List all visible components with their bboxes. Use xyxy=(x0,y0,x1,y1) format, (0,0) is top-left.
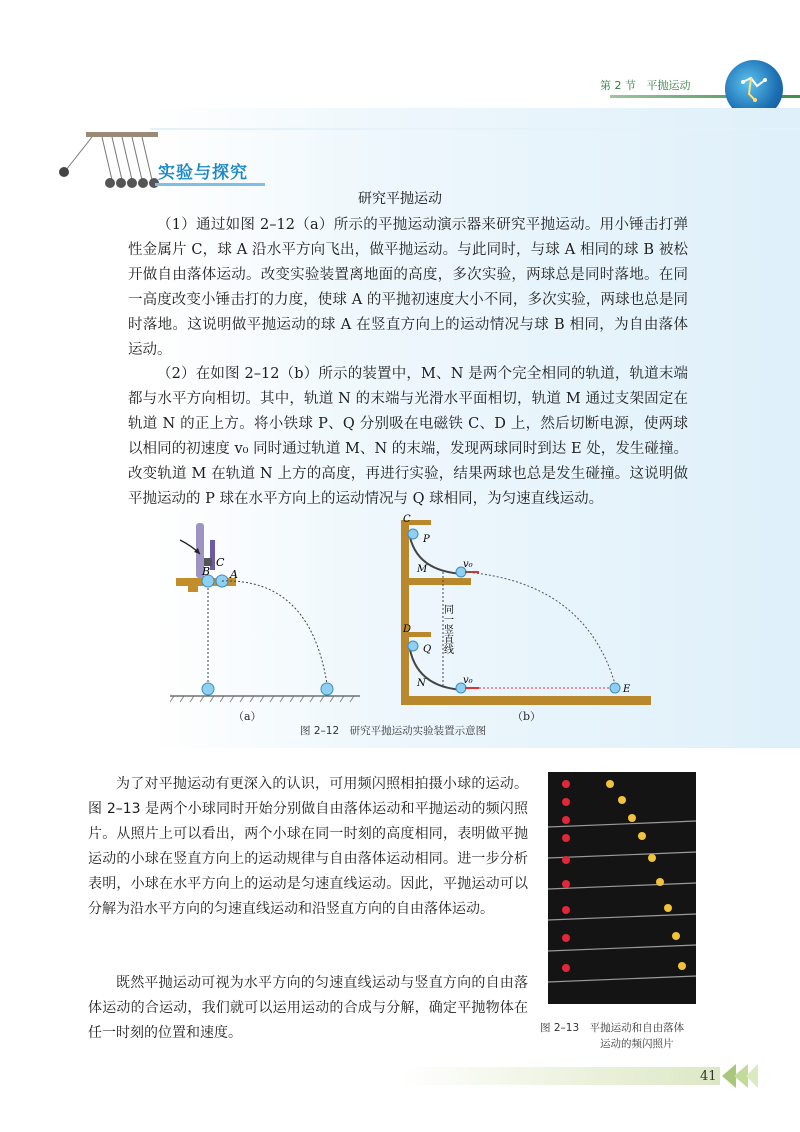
header-section: 第 2 节 xyxy=(600,79,636,92)
explore-underline xyxy=(155,183,265,186)
strobe-photo xyxy=(548,772,696,1004)
label-vertical-line: 同一竖直线 xyxy=(441,604,453,654)
vertical-post xyxy=(401,520,412,704)
label-c: C xyxy=(216,556,225,569)
running-header xyxy=(600,77,691,93)
label-a: A xyxy=(230,568,238,581)
footer-arrows-icon xyxy=(718,1062,758,1090)
label-c: C xyxy=(403,514,411,525)
projectile-path-p xyxy=(465,572,615,684)
projectile-path xyxy=(222,581,327,684)
label-v0-bottom: v₀ xyxy=(463,675,473,686)
label-b: B xyxy=(202,565,211,578)
figure-2-12-caption: 图 2–12 研究平抛运动实验装置示意图 xyxy=(300,725,487,737)
figure-2-13-caption xyxy=(540,1020,740,1052)
newtons-cradle-icon xyxy=(52,130,162,192)
constellation-icon xyxy=(739,74,769,104)
collision-point-e xyxy=(610,683,620,693)
label-m: M xyxy=(417,564,428,575)
figure-label-a: （a） xyxy=(233,710,262,723)
label-q: Q xyxy=(423,644,432,655)
paragraph-3: 为了对平抛运动有更深入的认识，可用频闪照相拍摄小球的运动。图 2–13 是两个小球同时开始分别做自由落体运动和平抛运动的频闪照片。从照片上可以看出，两个小球在同一时刻的高度相同，表明做平抛运动的小球在竖直方向上的运动规律与自由落体运动相同。进一步分析表明，小球在水平方向上的运动是匀速直线运动。因此，平抛运动可以分解为沿水平方向的匀速直线运动和沿竖直方向的自由落体运动。 xyxy=(88,776,528,917)
footer-bar xyxy=(400,1067,720,1085)
label-d: D xyxy=(403,624,412,635)
figure-label-b: （b） xyxy=(512,710,542,723)
figure-2-13-caption-line2: 运动的频闪照片 xyxy=(600,1038,674,1050)
panel-top-rule xyxy=(150,128,800,130)
paragraph-2: （2）在如图 2–12（b）所示的装置中，M、N 是两个完全相同的轨道，轨道末端都与水平方向相切。其中，轨道 N 的末端与光滑水平面相切，轨道 M 通过支架固定在轨道 N 的正上方。将小铁球 P、Q 分别吸在电磁铁 C、D 上，然后切断电源，使两球以相同的初速度 v₀ 同时通过轨道 M、N 的末端，发现两球同时到达 E 处，发生碰撞。改变轨道 M 在轨道 N 上方的高度，再进行实验，结果两球也总是发生碰撞。这说明做平抛运动的 P 球在水平方向上的运动情况与 Q 球相同，为匀速直线运动。 xyxy=(128,366,688,507)
base-board xyxy=(401,696,651,705)
paragraph-4: 既然平抛运动可视为水平方向的匀速直线运动与竖直方向的自由落体运动的合运动，我们就可以运用运动的合成与分解，确定平抛物体在任一时刻的位置和速度。 xyxy=(88,975,528,1041)
ball-q xyxy=(408,641,418,651)
label-p: P xyxy=(423,534,430,545)
header-title: 平抛运动 xyxy=(646,79,691,92)
paragraph-1: （1）通过如图 2–12（a）所示的平抛运动演示器来研究平抛运动。用小锤击打弹性金属片 C，球 A 沿水平方向飞出，做平抛运动。与此同时，与球 A 相同的球 B 被松开做自由落体运动。改变实验装置离地面的高度，多次实验，两球总是同时落地。在同一高度改变小锤击打的力度，使球 A 的平抛初速度大小不同，多次实验，两球也总是同时落地。这说明做平抛运动的球 A 在竖直方向上的运动情况与球 B 相同，为自由落体运动。 xyxy=(128,217,688,358)
section-title: 研究平抛运动 xyxy=(358,191,442,207)
figure-2-12b xyxy=(395,512,655,708)
figure-2-12a xyxy=(170,518,360,708)
label-v0-top: v₀ xyxy=(463,559,473,570)
figure-2-13-caption-line1: 图 2–13 平抛运动和自由落体 xyxy=(540,1022,685,1034)
page-number: 41 xyxy=(700,1069,717,1084)
track-m-support xyxy=(401,578,471,585)
ball-p xyxy=(408,529,418,539)
label-e: E xyxy=(623,684,631,695)
explore-tag: 实验与探究 xyxy=(158,163,248,183)
label-n: N xyxy=(417,678,426,689)
